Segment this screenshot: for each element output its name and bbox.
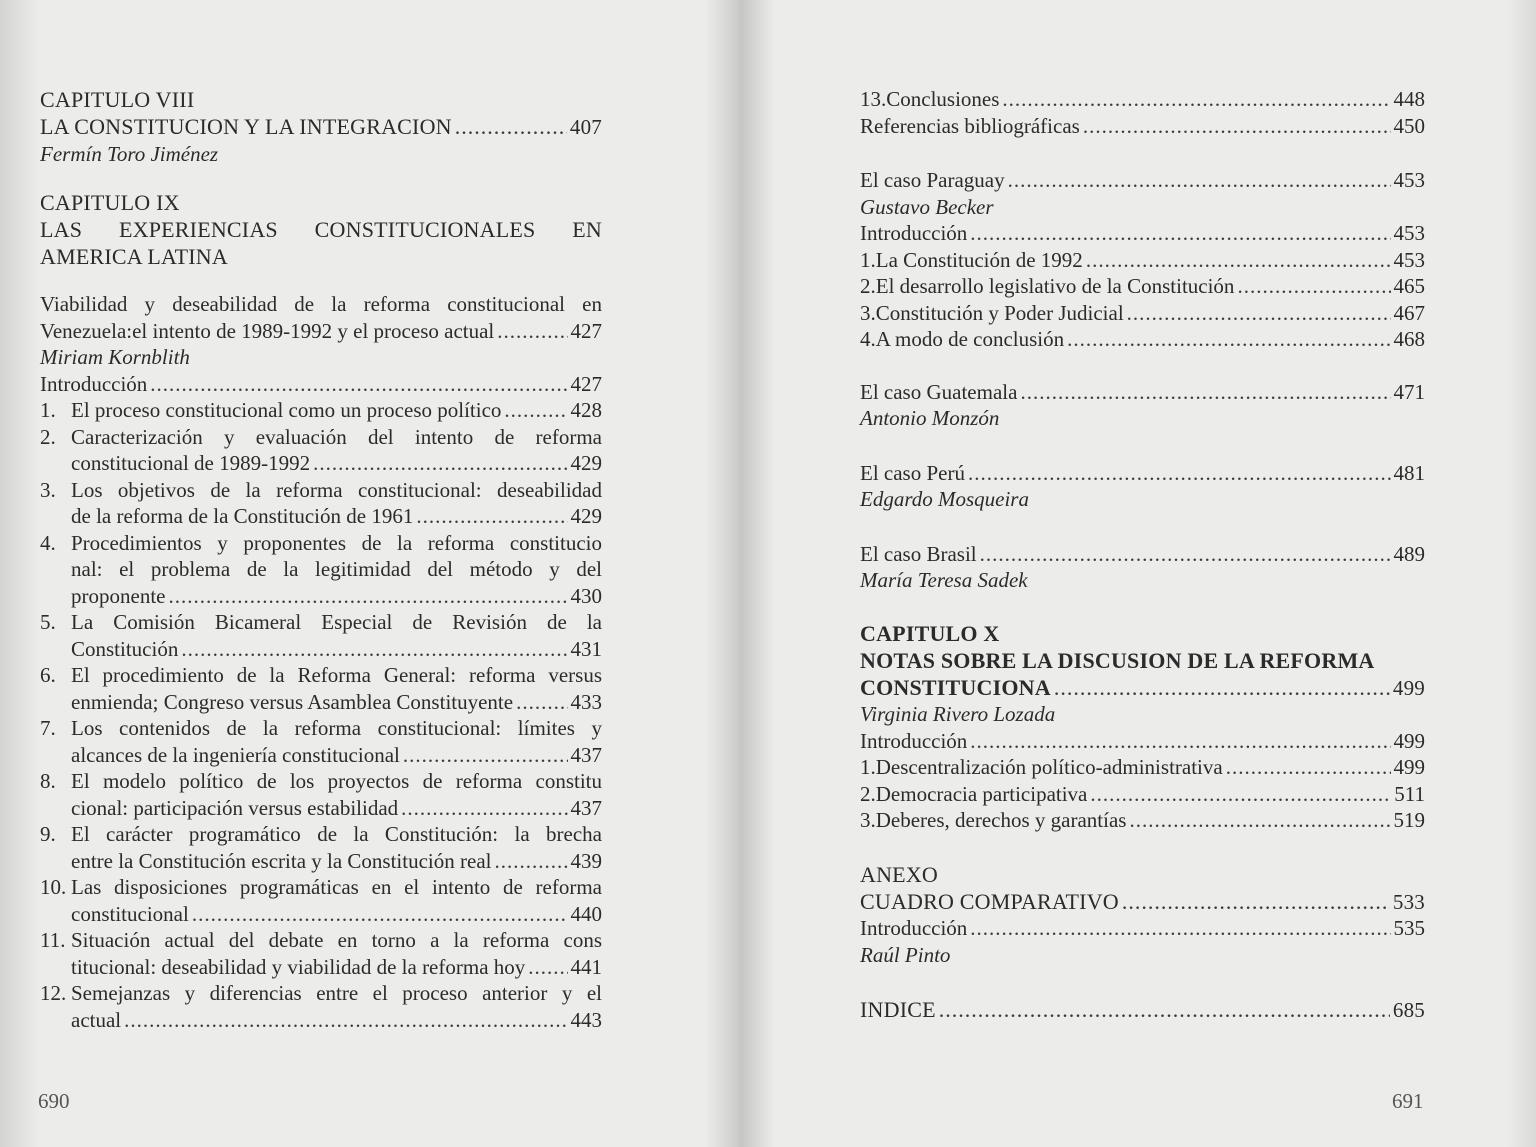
toc-entry[interactable] xyxy=(860,781,1425,808)
anexo-label: ANEXO xyxy=(860,861,938,887)
dot-leader xyxy=(970,220,1390,247)
left-page xyxy=(40,86,602,1033)
toc-entry[interactable] xyxy=(40,821,602,874)
toc-entry[interactable] xyxy=(40,768,602,821)
entry-label: A modo de conclusión xyxy=(875,327,1065,351)
toc-entry-anexo[interactable] xyxy=(860,888,1425,916)
page-number: 499 xyxy=(1393,755,1425,779)
toc-entry[interactable] xyxy=(860,113,1425,140)
item-number: 8. xyxy=(40,769,56,793)
dot-leader xyxy=(455,113,567,140)
item-number: 11. xyxy=(40,928,66,952)
dot-leader xyxy=(192,901,568,928)
entry-label-line1: El modelo político de los proyectos de reforma constitu xyxy=(71,769,602,793)
toc-entry[interactable] xyxy=(40,715,602,768)
page-number: 471 xyxy=(1393,379,1425,404)
right-page xyxy=(860,86,1425,1024)
dot-leader xyxy=(124,1007,567,1034)
entry-label-line2: entre la Constitución escrita y la Constitución real xyxy=(71,848,492,873)
entry-label: El caso Perú xyxy=(860,460,965,485)
page-number: 465 xyxy=(1393,274,1425,298)
toc-entry[interactable] xyxy=(860,326,1425,353)
entry-label-line2: Constitución xyxy=(71,636,179,661)
entry-label-line1: Los objetivos de la reforma constitucional: deseabilidad xyxy=(71,477,602,502)
entry-label: Democracia participativa xyxy=(875,781,1088,806)
toc-entry[interactable] xyxy=(860,300,1425,327)
dot-leader xyxy=(1127,300,1391,327)
page-number: 481 xyxy=(1393,460,1425,485)
page-number: 511 xyxy=(1394,781,1425,806)
item-number: 1. xyxy=(860,755,876,779)
dot-leader xyxy=(403,742,568,769)
page-number: 439 xyxy=(570,848,602,873)
entry-label: El caso Guatemala xyxy=(860,379,1018,404)
essay-title-line2: Venezuela:el intento de 1989-1992 y el proceso actual xyxy=(40,318,495,343)
entry-label-line1: Situación actual del debate en torno a la reforma cons xyxy=(71,928,602,952)
dot-leader xyxy=(1083,113,1391,140)
dot-leader xyxy=(1002,86,1390,113)
item-number: 4. xyxy=(860,327,876,351)
author-name: Antonio Monzón xyxy=(860,406,1000,430)
page-number: 535 xyxy=(1393,916,1425,940)
dot-leader xyxy=(1054,674,1390,701)
toc-entry-peru[interactable] xyxy=(860,460,1425,487)
dot-leader xyxy=(1122,888,1390,915)
page-number: 407 xyxy=(569,115,602,139)
entry-label: El proceso constitucional como un proceso político xyxy=(71,398,502,422)
author-name: Miriam Kornblith xyxy=(40,345,190,369)
dot-leader xyxy=(504,397,567,424)
anexo-title: CUADRO COMPARATIVO xyxy=(860,888,1119,914)
author-name: Fermín Toro Jiménez xyxy=(40,141,219,166)
author-name: Gustavo Becker xyxy=(860,194,994,219)
chapter-9-label: CAPITULO IX xyxy=(40,190,180,215)
item-number: 10. xyxy=(40,875,67,899)
page-number: 489 xyxy=(1393,541,1425,566)
dot-leader xyxy=(150,371,567,398)
page-number: 429 xyxy=(570,451,602,475)
page-number: 427 xyxy=(570,371,602,396)
dot-leader xyxy=(1086,247,1391,274)
page-folio-right: 691 xyxy=(1392,1089,1424,1113)
entry-label-line1: El carácter programático de la Constitución: la brecha xyxy=(71,822,602,846)
item-number: 1. xyxy=(860,247,876,272)
entry-label: Introducción xyxy=(860,916,968,940)
entry-label-line1: Procedimientos y proponentes de la reforma constitucio xyxy=(71,530,602,555)
toc-entry[interactable] xyxy=(40,477,602,530)
entry-label: Referencias bibliográficas xyxy=(860,113,1080,138)
entry-label-line1: Caracterización y evaluación del intento de reforma xyxy=(71,424,602,449)
entry-label: El caso Paraguay xyxy=(860,168,1005,192)
chapter-10-label: CAPITULO X xyxy=(860,620,1000,646)
entry-label: La Constitución de 1992 xyxy=(875,247,1083,272)
toc-entry[interactable] xyxy=(860,273,1425,300)
entry-label-line2: alcances de la ingeniería constitucional xyxy=(71,742,400,767)
toc-entry[interactable] xyxy=(40,609,602,662)
entry-label: El desarrollo legislativo de la Constitución xyxy=(875,274,1235,298)
page-number: 440 xyxy=(570,901,602,926)
dot-leader xyxy=(1020,379,1390,406)
entry-label: 13.Conclusiones xyxy=(860,87,1000,111)
toc-entry[interactable] xyxy=(860,915,1425,942)
item-number: 3. xyxy=(860,808,876,832)
chapter-8-label: CAPITULO VIII xyxy=(40,87,195,112)
entry-label-line2: constitucional de 1989-1992 xyxy=(71,451,311,475)
dot-leader xyxy=(1008,167,1391,194)
chapter-10-title-line2: CONSTITUCIONA xyxy=(860,674,1051,700)
dot-leader xyxy=(980,541,1391,568)
dot-leader xyxy=(528,954,567,981)
toc-entry[interactable] xyxy=(860,728,1425,755)
author-name: Raúl Pinto xyxy=(860,942,951,967)
item-number: 1. xyxy=(40,398,56,422)
toc-entry[interactable] xyxy=(40,980,602,1033)
item-number: 12. xyxy=(40,981,67,1005)
page-number: 499 xyxy=(1392,675,1425,700)
toc-entry[interactable] xyxy=(40,424,602,477)
toc-entry[interactable] xyxy=(860,247,1425,274)
page-folio-left: 690 xyxy=(38,1089,70,1113)
author-name: Edgardo Mosqueira xyxy=(860,487,1029,511)
item-number: 3. xyxy=(40,477,56,502)
dot-leader xyxy=(168,583,567,610)
item-number: 6. xyxy=(40,663,56,687)
dot-leader xyxy=(1067,326,1390,353)
item-number: 3. xyxy=(860,300,876,325)
book-gutter xyxy=(705,0,775,1147)
entry-label-line3: proponente xyxy=(71,583,166,608)
toc-entry[interactable] xyxy=(40,874,602,927)
toc-entry-indice[interactable] xyxy=(860,996,1425,1024)
entry-label-line2: actual xyxy=(71,1007,122,1032)
entry-label-line2: enmienda; Congreso versus Asamblea Constituyente xyxy=(71,689,514,714)
dot-leader xyxy=(181,636,567,663)
item-number: 7. xyxy=(40,716,56,740)
dot-leader xyxy=(494,848,567,875)
dot-leader xyxy=(1226,754,1391,781)
toc-entry-intro[interactable] xyxy=(40,371,602,398)
essay-title-line1: Viabilidad y deseabilidad de la reforma constitucional en xyxy=(40,292,602,316)
page-number: 450 xyxy=(1393,113,1425,138)
page-number: 468 xyxy=(1393,327,1425,351)
entry-label-line1: Semejanzas y diferencias entre el proceso anterior y el xyxy=(71,981,602,1005)
dot-leader xyxy=(516,689,567,716)
toc-entry[interactable] xyxy=(40,927,602,980)
entry-label-line1: El procedimiento de la Reforma General: reforma versus xyxy=(71,663,602,687)
page-number: 431 xyxy=(570,636,602,661)
page-number: 437 xyxy=(570,742,602,767)
toc-entry[interactable] xyxy=(860,220,1425,247)
page-number: 453 xyxy=(1393,247,1425,272)
item-number: 9. xyxy=(40,822,56,846)
dot-leader xyxy=(970,728,1390,755)
dot-leader xyxy=(313,450,567,477)
page-number: 533 xyxy=(1392,889,1425,914)
dot-leader xyxy=(1090,781,1391,808)
dot-leader xyxy=(1129,807,1390,834)
entry-label-line2: de la reforma de la Constitución de 1961 xyxy=(71,504,414,528)
page-number: 437 xyxy=(570,795,602,820)
dot-leader xyxy=(968,460,1391,487)
chapter-10-title-line1: NOTAS SOBRE LA DISCUSION DE LA REFORMA xyxy=(860,647,1375,673)
entry-label-line2: cional: participación versus estabilidad xyxy=(71,795,399,820)
page-number: 430 xyxy=(570,583,602,608)
page-number: 453 xyxy=(1393,168,1425,192)
dot-leader xyxy=(939,996,1390,1023)
item-number: 2. xyxy=(40,424,56,449)
toc-entry[interactable] xyxy=(40,397,602,424)
entry-label: El caso Brasil xyxy=(860,541,977,566)
page-number: 453 xyxy=(1393,221,1425,245)
entry-label: Constitución y Poder Judicial xyxy=(875,300,1124,325)
toc-entry-paraguay[interactable] xyxy=(860,167,1425,194)
entry-label: Descentralización político-administrativa xyxy=(875,755,1223,779)
chapter-9-title-line2: AMERICA LATINA xyxy=(40,244,228,269)
page-number: 433 xyxy=(570,689,602,714)
page-number: 428 xyxy=(570,398,602,422)
dot-leader xyxy=(970,915,1390,942)
author-name: María Teresa Sadek xyxy=(860,568,1028,592)
entry-label-line1: La Comisión Bicameral Especial de Revisión de la xyxy=(71,610,602,634)
toc-entry[interactable] xyxy=(860,86,1425,113)
entry-label-line1: Las disposiciones programáticas en el intento de reforma xyxy=(71,875,602,899)
toc-entry[interactable] xyxy=(40,662,602,715)
chapter-8-title: LA CONSTITUCION Y LA INTEGRACION xyxy=(40,114,452,139)
item-number: 4. xyxy=(40,530,56,555)
entry-label: Introducción xyxy=(860,221,968,245)
page-number: 441 xyxy=(570,954,602,979)
page-number: 448 xyxy=(1393,87,1425,111)
toc-entry[interactable] xyxy=(860,807,1425,834)
item-number: 2. xyxy=(860,781,876,806)
toc-entry-chapter-10[interactable] xyxy=(860,674,1425,702)
page-number: 443 xyxy=(570,1007,602,1032)
dot-leader xyxy=(416,503,567,530)
entry-label-line2: titucional: deseabilidad y viabilidad de la reforma hoy xyxy=(71,954,526,979)
entry-label: Deberes, derechos y garantías xyxy=(875,808,1127,832)
page-number: 467 xyxy=(1393,300,1425,325)
entry-label: Introducción xyxy=(860,728,968,753)
entry-label-line2: nal: el problema de la legitimidad del método y del xyxy=(71,557,602,581)
toc-entry-guatemala[interactable] xyxy=(860,379,1425,406)
author-name: Virginia Rivero Lozada xyxy=(860,702,1056,726)
dot-leader xyxy=(1237,273,1390,300)
page-number: 519 xyxy=(1393,808,1425,832)
toc-entry[interactable] xyxy=(860,754,1425,781)
item-number: 2. xyxy=(860,274,876,298)
page-number: 429 xyxy=(570,504,602,528)
item-number: 5. xyxy=(40,610,56,634)
entry-label: INDICE xyxy=(860,997,936,1022)
toc-entry-chapter-8[interactable] xyxy=(40,113,602,141)
entry-label-line1: Los contenidos de la reforma constitucional: límites y xyxy=(71,716,602,740)
chapter-9-title-line1: LAS EXPERIENCIAS CONSTITUCIONALES EN xyxy=(40,217,602,242)
toc-entry-brasil[interactable] xyxy=(860,541,1425,568)
entry-label: Introducción xyxy=(40,371,148,396)
toc-entry-essay[interactable] xyxy=(40,318,602,345)
entry-label-line2: constitucional xyxy=(71,901,189,926)
dot-leader xyxy=(401,795,567,822)
page-number: 427 xyxy=(570,318,602,343)
toc-entry[interactable] xyxy=(40,530,602,610)
dot-leader xyxy=(497,318,567,345)
page-number: 685 xyxy=(1392,998,1425,1022)
page-number: 499 xyxy=(1393,728,1425,753)
